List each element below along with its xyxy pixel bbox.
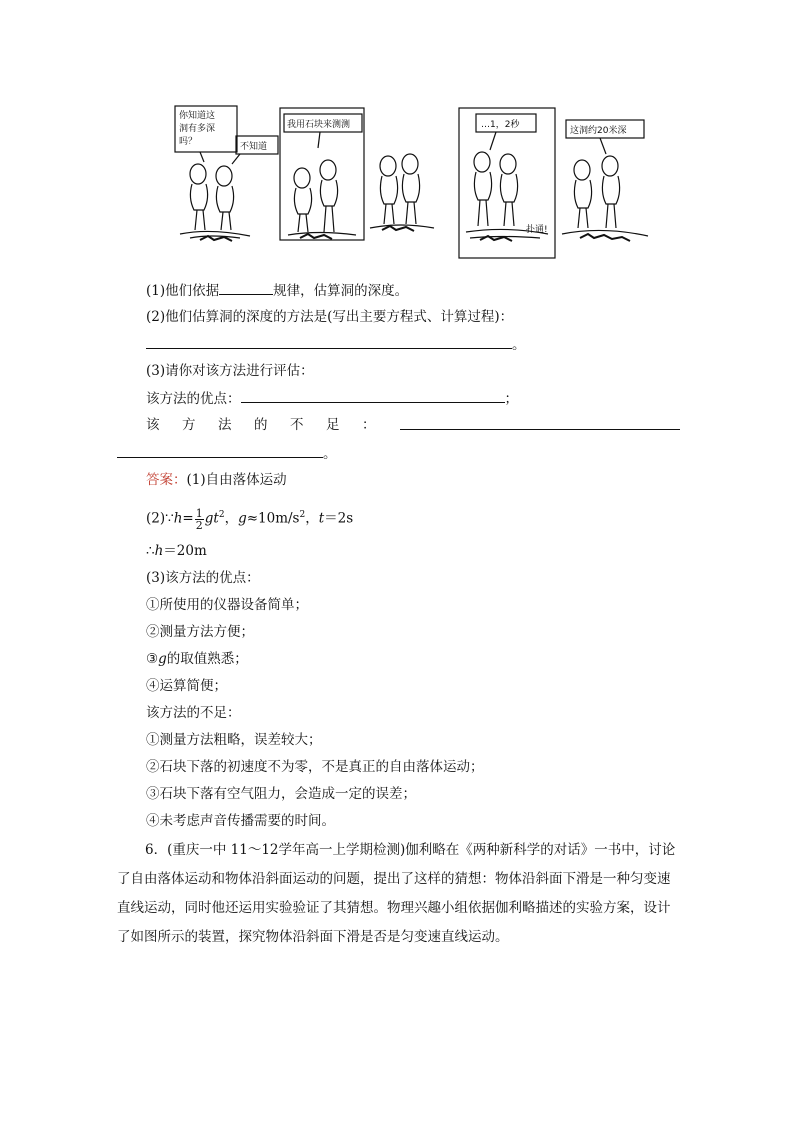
q1-suffix: 规律，估算洞的深度。 <box>273 283 409 299</box>
question-2: (2)他们估算洞的深度的方法是(写出主要方程式、计算过程)： <box>146 309 514 325</box>
disadvantage-item: ④未考虑声音传播需要的时间。 <box>146 813 335 829</box>
bubble5-text: 这洞约20米深 <box>570 126 627 136</box>
q3-dis-blank <box>117 443 323 458</box>
question-1 <box>146 280 408 301</box>
a3-rest: ＝20m <box>163 543 207 559</box>
question-6: 6．(重庆一中 11～12学年高一上学期检测)伽利略在《两种新科学的对话》一书中，讨论了自由落体运动和物体沿斜面运动的问题，提出了这样的猜想：物体沿斜面下滑是一种匀变速直线运动，同时他还运用实验验证了其猜想。物理兴趣小组依据伽利略描述的实验方案，设计了如图所示的装置，探究物体沿斜面下滑是否是匀变速直线运动。 <box>117 842 676 945</box>
comic-illustration <box>170 100 650 265</box>
adv3-rest: 的取值熟悉； <box>166 651 248 667</box>
a2-h: h <box>173 510 183 527</box>
a2-eq: = <box>182 510 194 527</box>
q3-disadvantage-label <box>146 415 398 435</box>
sound-effect: 扑通! <box>526 225 548 235</box>
advantage-item: ④运算简便； <box>146 678 227 694</box>
bubble1-line3: 吗？ <box>179 137 198 147</box>
a2-t2: t <box>318 510 325 527</box>
a2-rest2: ≈10m/s <box>246 510 300 527</box>
a2-t: t <box>213 510 219 527</box>
adv3-g: g <box>158 651 167 667</box>
q2-answer-line <box>146 334 526 355</box>
a2-sup2: 2 <box>299 510 306 520</box>
answer-2-formula <box>146 504 353 531</box>
char: ： <box>362 417 376 433</box>
answer-label: 答案： <box>146 472 187 488</box>
advantage-item: ①所使用的仪器设备简单； <box>146 597 308 613</box>
char: 不 <box>290 417 304 433</box>
frac-num: 1 <box>195 506 203 520</box>
a2-rest4: ＝2s <box>324 510 354 527</box>
disadvantage-item: ①测量方法粗略，误差较大； <box>146 732 322 748</box>
q2-end: 。 <box>512 337 526 353</box>
char: 法 <box>218 417 232 433</box>
char: 的 <box>254 417 268 433</box>
bubble1-line1: 你知道这 <box>179 111 216 121</box>
q1-prefix: (1)他们依据 <box>146 283 220 299</box>
bubble3-text: 我用石块来测测 <box>287 120 351 130</box>
disadvantage-title: 该方法的不足： <box>146 705 241 721</box>
fraction-half <box>195 508 204 531</box>
frac-den: 2 <box>195 518 203 532</box>
adv3-prefix: ③ <box>146 651 159 667</box>
a2-sup: 2 <box>218 510 225 520</box>
answer-3-title: (3)该方法的优点： <box>146 570 260 586</box>
advantage-item <box>146 649 248 669</box>
q3-adv-end: ； <box>504 391 518 407</box>
answer-2-result <box>146 541 207 561</box>
bubble4-text: …1，2秒 <box>481 120 520 130</box>
char: 方 <box>182 417 196 433</box>
q3-dis-end: 。 <box>323 446 337 462</box>
bubble1-line2: 洞有多深 <box>179 124 216 134</box>
a2-prefix: (2)∵ <box>146 510 174 527</box>
q2-blank <box>146 334 512 349</box>
q1-blank <box>219 280 273 295</box>
q3-dis-blank-2 <box>117 443 337 464</box>
a2-rest3: ， <box>305 510 319 527</box>
a3-h: h <box>154 543 164 559</box>
disadvantage-item: ②石块下落的初速度不为零，不是真正的自由落体运动； <box>146 759 484 775</box>
q3-advantage-line <box>146 388 518 409</box>
q3-adv-label: 该方法的优点： <box>146 391 241 407</box>
a2-rest1: ， <box>224 510 239 527</box>
char: 足 <box>326 417 340 433</box>
bubble2-text: 不知道 <box>240 142 268 152</box>
answer-1 <box>146 470 287 490</box>
q3-adv-blank <box>241 388 505 403</box>
a2-g: g <box>204 510 214 527</box>
question-3: (3)请你对该方法进行评估： <box>146 363 314 379</box>
comic-panel-frame <box>459 108 555 258</box>
answer-a1: (1)自由落体运动 <box>186 472 287 488</box>
q3-dis-blank-1 <box>400 415 680 436</box>
disadvantage-item: ③石块下落有空气阻力，会造成一定的误差； <box>146 786 416 802</box>
a3-prefix: ∴ <box>146 543 155 559</box>
advantage-item: ②测量方法方便； <box>146 624 254 640</box>
char: 该 <box>146 417 160 433</box>
a2-g2: g <box>238 510 247 527</box>
